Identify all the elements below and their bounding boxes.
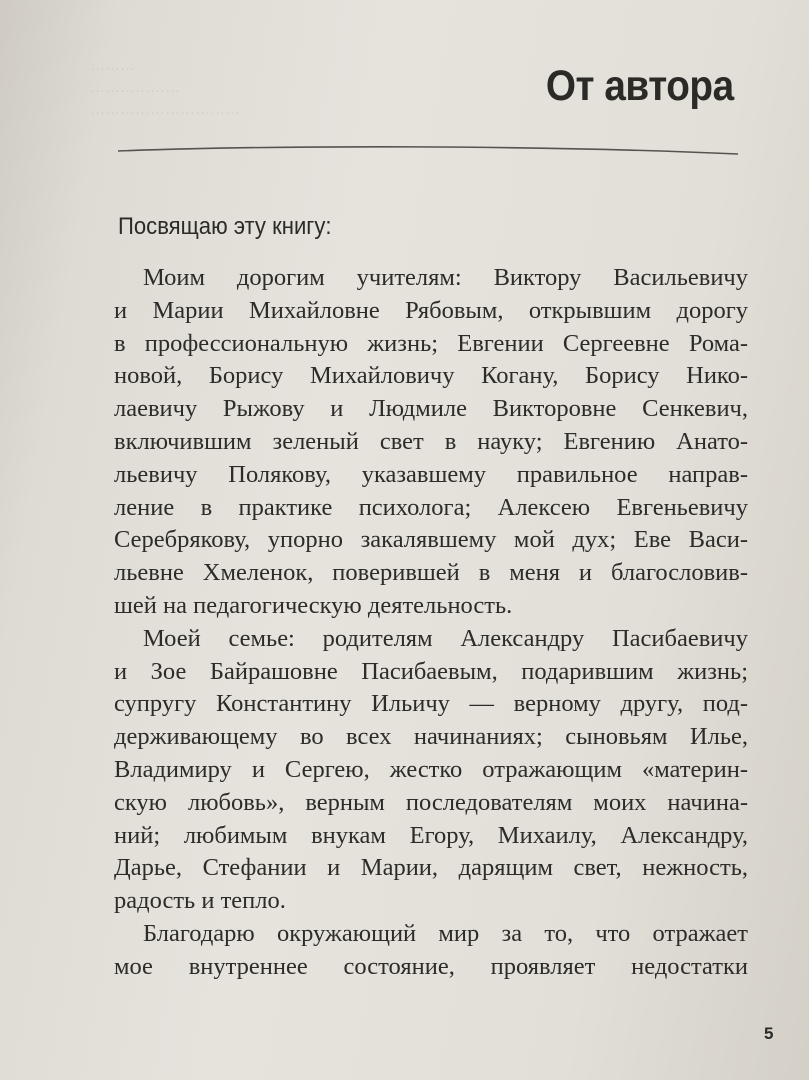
text-line: лаевичу Рыжову и Людмиле Викторовне Сенкевич, <box>114 395 748 423</box>
text-line: держивающему во всех начинаниях; сыновьям Илье, <box>114 723 748 751</box>
text-line: ление в практике психолога; Алексею Евгеньевичу <box>114 493 748 521</box>
body-text <box>114 262 748 984</box>
title-underline <box>118 142 738 158</box>
text-line: включившим зеленый свет в науку; Евгению Анато- <box>114 427 748 455</box>
text-line: и Зое Байрашовне Пасибаевым, подарившим жизнь; <box>114 657 748 685</box>
page-title: От автора <box>546 62 734 110</box>
text-line: Владимиру и Сергею, жестко отражающим «материн- <box>114 755 748 783</box>
text-line: Благодарю окружающий мир за то, что отражает <box>143 919 748 947</box>
text-line: шей на педагогическую деятельность. <box>114 591 513 619</box>
text-line: Моей семье: родителям Александру Пасибаевичу <box>143 624 748 652</box>
text-line: мое внутреннее состояние, проявляет недостатки <box>114 952 748 980</box>
text-line: Серебрякову, упорно закалявшему мой дух; Еве Васи- <box>114 526 748 554</box>
bleed-through-text: ……… ……………… ………………………… <box>90 57 240 118</box>
text-line: Моим дорогим учителям: Виктору Васильевичу <box>143 264 748 291</box>
text-line: супругу Константину Ильичу — верному другу, под- <box>114 690 748 718</box>
text-line: радость и тепло. <box>114 887 286 915</box>
dedication-heading: Посвящаю эту книгу: <box>118 213 332 240</box>
text-line: новой, Борису Михайловичу Когану, Борису Нико- <box>114 362 748 390</box>
text-line: и Марии Михайловне Рябовым, открывшим дорогу <box>114 296 748 324</box>
text-line: Дарье, Стефании и Марии, дарящим свет, нежность, <box>114 854 748 882</box>
text-line: скую любовь», верным последователям моих начина- <box>114 788 748 816</box>
text-line: ний; любимым внукам Егору, Михаилу, Александру, <box>114 821 748 849</box>
text-line: льевичу Полякову, указавшему правильное направ- <box>114 460 748 488</box>
text-line: льевне Хмеленок, поверившей в меня и благословив- <box>114 559 748 587</box>
page-number: 5 <box>764 1024 774 1043</box>
text-line: в профессиональную жизнь; Евгении Сергеевне Рома- <box>114 329 748 357</box>
